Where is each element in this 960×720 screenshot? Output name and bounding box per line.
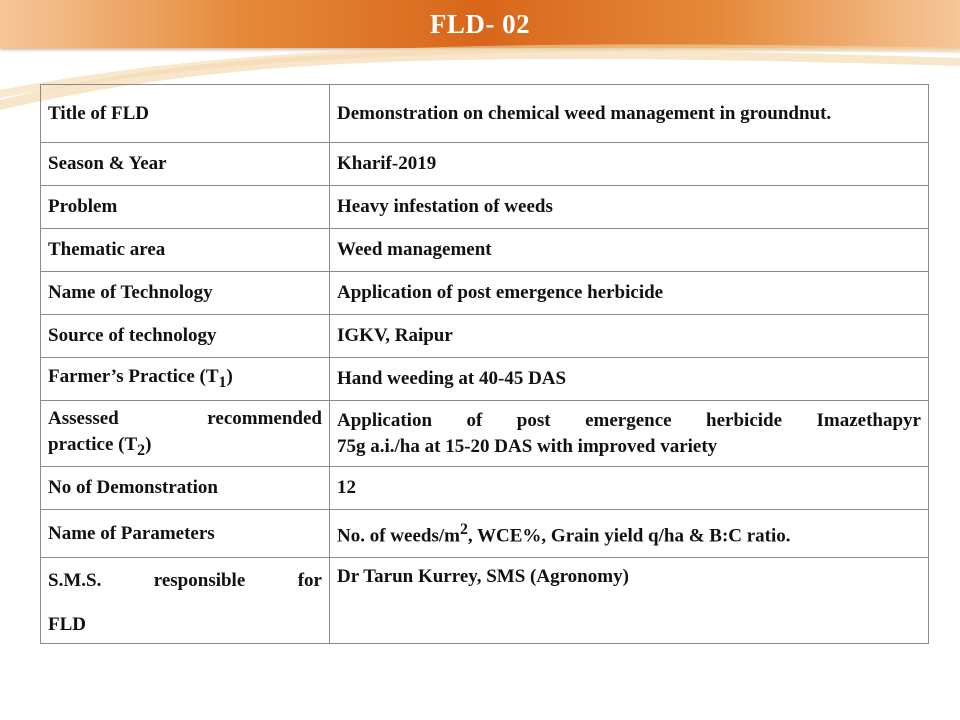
table-row [41, 143, 929, 186]
label-line-1: S.M.S. responsible for [48, 570, 322, 591]
label-line-2: FLD [48, 613, 86, 635]
row-value: Hand weeding at 40-45 DAS [330, 358, 929, 401]
row-label: Title of FLD [41, 85, 330, 143]
fld-details-table [40, 84, 929, 644]
row-label [41, 358, 330, 401]
label-text: practice (T [48, 433, 138, 455]
slide-title: FLD- 02 [429, 9, 531, 39]
row-value: Application of post emergence herbicide [330, 272, 929, 315]
table-row [41, 467, 929, 510]
label-text-end: ) [226, 366, 233, 388]
value-superscript: 2 [459, 520, 468, 538]
table-row [41, 510, 929, 558]
row-value: Demonstration on chemical weed management in groundnut. [330, 85, 929, 143]
value-line-2: 75g a.i./ha at 15-20 DAS with improved variety [337, 435, 718, 457]
row-label: Season & Year [41, 143, 330, 186]
table-row [41, 85, 929, 143]
row-label: Thematic area [41, 229, 330, 272]
row-label: No of Demonstration [41, 467, 330, 510]
row-value: Dr Tarun Kurrey, SMS (Agronomy) [330, 558, 929, 644]
row-value [330, 510, 929, 558]
row-label: Source of technology [41, 315, 330, 358]
table-row [41, 401, 929, 467]
value-line-1: Application of post emergence herbicide Imazethapyr [337, 409, 921, 431]
row-label: Name of Parameters [41, 510, 330, 558]
table-row [41, 186, 929, 229]
table-row [41, 229, 929, 272]
row-value: 12 [330, 467, 929, 510]
row-label [41, 401, 330, 467]
row-value: Weed management [330, 229, 929, 272]
label-subscript: 1 [218, 374, 227, 392]
row-label: Name of Technology [41, 272, 330, 315]
label-text: Farmer’s Practice (T [48, 366, 219, 388]
label-line-1: Assessed recommended [48, 408, 322, 430]
row-value: IGKV, Raipur [330, 315, 929, 358]
row-value [330, 401, 929, 467]
row-label [41, 558, 330, 644]
table-row [41, 315, 929, 358]
label-line-2 [48, 432, 322, 461]
value-text-end: , WCE%, Grain yield q/ha & B:C ratio. [467, 524, 791, 546]
value-text: No. of weeds/m [337, 524, 460, 546]
row-value: Heavy infestation of weeds [330, 186, 929, 229]
row-value: Kharif-2019 [330, 143, 929, 186]
label-text-end: ) [145, 433, 152, 455]
table-row [41, 358, 929, 401]
row-label: Problem [41, 186, 330, 229]
label-subscript: 2 [137, 441, 146, 459]
table-row [41, 558, 929, 644]
table-row [41, 272, 929, 315]
